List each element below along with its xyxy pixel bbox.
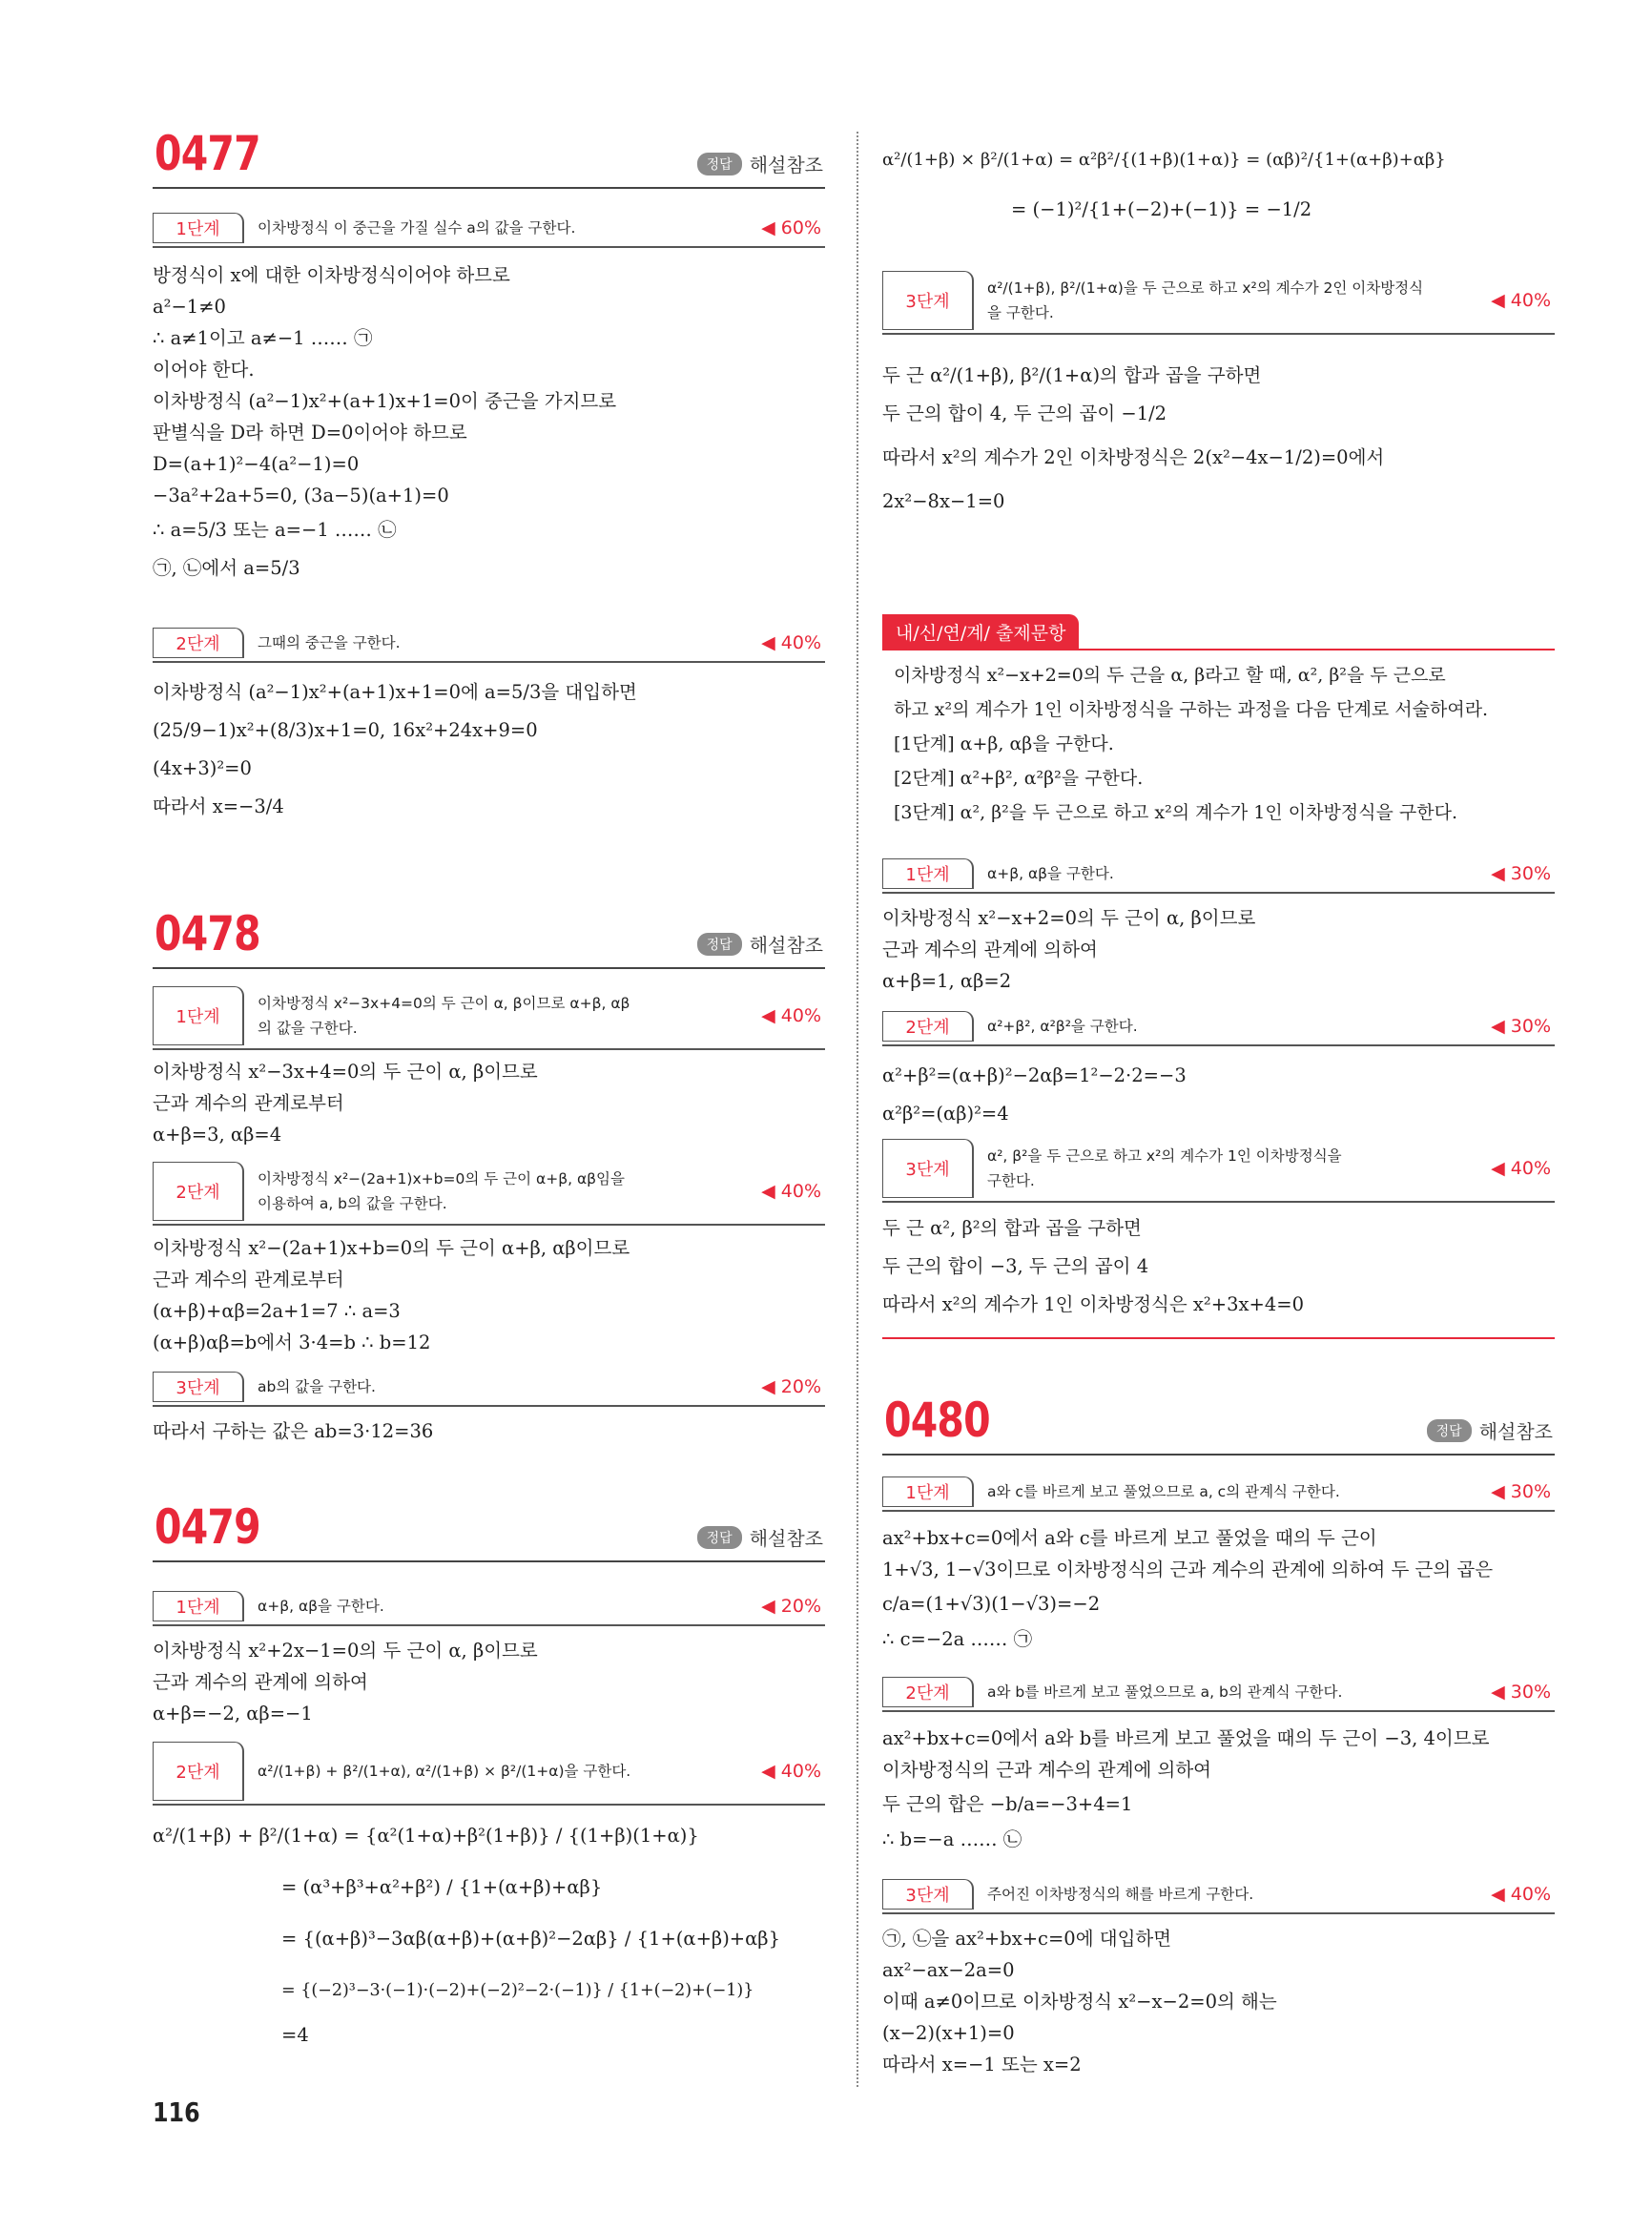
solution-line: (4x+3)²=0 — [153, 757, 252, 779]
solution-line: = (α³+β³+α²+β²) / {1+(α+β)+αβ} — [281, 1876, 603, 1898]
step-header — [882, 271, 1555, 335]
solution-line: ∴ c=−2a …… ㉠ — [882, 1628, 1033, 1650]
problem-header — [153, 1499, 825, 1562]
step-header — [882, 1011, 1555, 1046]
step-text-line: α²/(1+β), β²/(1+α)을 두 근으로 하고 x²의 계수가 2인 이차방정식 — [987, 279, 1424, 297]
step-percent: ◀ 40% — [1491, 290, 1551, 311]
step-percent: ◀ 40% — [761, 1761, 821, 1782]
solution-line: 이때 a≠0이므로 이차방정식 x²−x−2=0의 해는 — [882, 1991, 1277, 2013]
step-text: α²/(1+β) + β²/(1+α), α²/(1+β) × β²/(1+α)을 구한다. — [258, 1763, 631, 1780]
step-tag: 2단계 — [153, 628, 244, 658]
answer-label — [697, 1523, 823, 1551]
solution-line: =4 — [281, 2024, 309, 2046]
problem-0477 — [153, 126, 825, 189]
step-percent: ◀ 40% — [761, 632, 821, 653]
solution-line: 이차방정식 x²−(2a+1)x+b=0의 두 근이 α+β, αβ이므로 — [153, 1237, 630, 1259]
solution-line: 1+√3, 1−√3이므로 이차방정식의 근과 계수의 관계에 의하여 두 근의 곱은 — [882, 1559, 1494, 1580]
step-percent: ◀ 30% — [1491, 1682, 1551, 1703]
solution-line: 이차방정식 x²+2x−1=0의 두 근이 α, β이므로 — [153, 1640, 538, 1662]
answer-badge: 정답 — [697, 1526, 742, 1549]
step-percent: ◀ 30% — [1491, 1481, 1551, 1502]
solution-line: D=(a+1)²−4(a²−1)=0 — [153, 453, 360, 475]
step-tag: 3단계 — [153, 1372, 244, 1402]
solution-line: 따라서 x=−3/4 — [153, 795, 284, 817]
step-tag: 2단계 — [153, 1742, 244, 1801]
step-1 — [882, 858, 1555, 894]
solution-line: 판별식을 D라 하면 D=0이어야 하므로 — [153, 422, 467, 444]
solution-text — [153, 673, 825, 826]
step-text-line: 을 구한다. — [987, 304, 1054, 321]
step-tag: 1단계 — [882, 1476, 974, 1507]
question-line: [3단계] α², β²을 두 근으로 하고 x²의 계수가 1인 이차방정식을 구한다. — [894, 802, 1458, 823]
solution-text — [153, 1232, 825, 1358]
problem-0478 — [153, 906, 825, 969]
solution-line: 따라서 x=−1 또는 x=2 — [882, 2054, 1082, 2075]
solution-line: 따라서 x²의 계수가 1인 이차방정식은 x²+3x+4=0 — [882, 1286, 1555, 1339]
step-percent: ◀ 30% — [1491, 863, 1551, 884]
question-line: 하고 x²의 계수가 1인 이차방정식을 구하는 과정을 다음 단계로 서술하여라. — [894, 699, 1489, 720]
step-header — [153, 1372, 825, 1407]
solution-line: ㉠, ㉡을 ax²+bx+c=0에 대입하면 — [882, 1928, 1172, 1950]
step-1 — [153, 213, 825, 248]
solution-line: α²β²=(αβ)²=4 — [882, 1103, 1009, 1125]
step-3 — [882, 1139, 1555, 1203]
solution-line: −3a²+2a+5=0, (3a−5)(a+1)=0 — [153, 485, 449, 506]
step-text: α²+β², α²β²을 구한다. — [987, 1018, 1138, 1035]
step-text-line: 이차방정식 x²−3x+4=0의 두 근이 α, β이므로 α+β, αβ — [258, 995, 630, 1012]
solution-text — [882, 902, 1555, 997]
step-1 — [882, 1476, 1555, 1512]
solution-line: (α+β)+αβ=2a+1=7 ∴ a=3 — [153, 1300, 401, 1322]
solution-line: (x−2)(x+1)=0 — [882, 2022, 1015, 2044]
solution-line: a²−1≠0 — [153, 296, 226, 318]
solution-text — [882, 1522, 1555, 1655]
step-tag: 1단계 — [153, 986, 244, 1045]
step-text: 이차방정식 이 중근을 가질 실수 a의 값을 구한다. — [258, 219, 576, 237]
step-tag: 3단계 — [882, 1139, 974, 1198]
step-2 — [882, 1011, 1555, 1046]
solution-line: 2x²−8x−1=0 — [882, 490, 1005, 512]
step-header — [882, 1476, 1555, 1512]
solution-line: α²+β²=(α+β)²−2αβ=1²−2·2=−3 — [882, 1064, 1187, 1086]
answer-text: 해설참조 — [749, 1527, 823, 1550]
step-percent: ◀ 20% — [761, 1596, 821, 1617]
step-1 — [153, 1591, 825, 1626]
step-header — [882, 1139, 1555, 1203]
solution-line: (α+β)αβ=b에서 3·4=b ∴ b=12 — [153, 1332, 431, 1353]
solution-line: = {(α+β)³−3αβ(α+β)+(α+β)²−2αβ} / {1+(α+β)+αβ} — [281, 1928, 780, 1950]
step-text — [974, 276, 1446, 325]
solution-line: ∴ a=5/3 또는 a=−1 …… ㉡ — [153, 519, 397, 541]
callout-tab: 내/신/연/계/ 출제문항 — [882, 614, 1079, 649]
solution-text — [153, 259, 825, 588]
solution-text — [153, 1810, 825, 2054]
step-header — [882, 1677, 1555, 1712]
solution-line: 두 근의 합이 −3, 두 근의 곱이 4 — [882, 1255, 1149, 1277]
problem-number: 0480 — [884, 1393, 990, 1448]
solution-line: 근과 계수의 관계로부터 — [153, 1092, 344, 1114]
question-line: [1단계] α+β, αβ을 구한다. — [894, 733, 1114, 754]
step-2 — [153, 1162, 825, 1226]
problem-0479 — [153, 1499, 825, 1562]
answer-text: 해설참조 — [749, 154, 823, 176]
step-text: 주어진 이차방정식의 해를 바르게 구한다. — [987, 1886, 1254, 1903]
step-percent: ◀ 40% — [761, 1005, 821, 1026]
solution-line: 따라서 구하는 값은 ab=3·12=36 — [153, 1420, 434, 1442]
solution-text — [882, 1923, 1555, 2080]
step-1 — [153, 986, 825, 1050]
answer-text: 해설참조 — [749, 934, 823, 957]
solution-line: ax²+bx+c=0에서 a와 b를 바르게 보고 풀었을 때의 두 근이 −3, 4이므로 — [882, 1727, 1490, 1749]
step-tag: 1단계 — [153, 213, 244, 243]
solution-text — [882, 135, 1555, 235]
step-tag: 1단계 — [153, 1591, 244, 1621]
solution-line: 이차방정식 x²−3x+4=0의 두 근이 α, β이므로 — [153, 1061, 538, 1083]
solution-line: 따라서 x²의 계수가 2인 이차방정식은 2(x²−4x−1/2)=0에서 — [882, 446, 1385, 468]
exam-link-section — [882, 614, 1555, 836]
step-percent: ◀ 30% — [1491, 1016, 1551, 1037]
solution-text — [882, 357, 1555, 521]
step-header — [153, 986, 825, 1050]
solution-text — [882, 1209, 1555, 1339]
step-tag: 3단계 — [882, 271, 974, 330]
solution-line: ㉠, ㉡에서 a=5/3 — [153, 557, 300, 579]
step-text: ab의 값을 구한다. — [258, 1378, 376, 1395]
step-header — [153, 1162, 825, 1226]
solution-text — [153, 1056, 825, 1150]
solution-line: 두 근 α², β²의 합과 곱을 구하면 — [882, 1217, 1142, 1239]
solution-text — [882, 1057, 1555, 1133]
step-text — [244, 991, 716, 1041]
step-percent: ◀ 40% — [761, 1181, 821, 1202]
solution-line: α+β=1, αβ=2 — [882, 970, 1012, 992]
solution-line: 이차방정식 (a²−1)x²+(a+1)x+1=0에 a=5/3을 대입하면 — [153, 681, 637, 703]
answer-label — [1427, 1416, 1553, 1444]
solution-line: ∴ b=−a …… ㉡ — [882, 1828, 1022, 1850]
step-text-line: 이차방정식 x²−(2a+1)x+b=0의 두 근이 α+β, αβ임을 — [258, 1170, 625, 1187]
solution-text — [153, 1415, 825, 1447]
question-line: [2단계] α²+β², α²β²을 구한다. — [894, 768, 1144, 789]
answer-label — [697, 150, 823, 177]
step-2 — [882, 1677, 1555, 1712]
solution-line: 근과 계수의 관계에 의하여 — [153, 1671, 368, 1693]
solution-line: α²/(1+β) + β²/(1+α) = {α²(1+α)+β²(1+β)} / {(1+β)(1+α)} — [153, 1825, 699, 1847]
exam-question — [882, 650, 1555, 836]
solution-line: 근과 계수의 관계에 의하여 — [882, 939, 1098, 960]
problem-number: 0478 — [155, 906, 260, 961]
solution-line: ax²−ax−2a=0 — [882, 1959, 1015, 1981]
solution-line: ∴ a≠1이고 a≠−1 …… ㉠ — [153, 327, 373, 349]
solution-line: 두 근의 합이 4, 두 근의 곱이 −1/2 — [882, 403, 1167, 424]
solution-line: 방정식이 x에 대한 이차방정식이어야 하므로 — [153, 264, 510, 286]
solution-line: ax²+bx+c=0에서 a와 c를 바르게 보고 풀었을 때의 두 근이 — [882, 1527, 1377, 1549]
solution-line: c/a=(1+√3)(1−√3)=−2 — [882, 1593, 1101, 1615]
solution-line: 두 근의 합은 −b/a=−3+4=1 — [882, 1793, 1133, 1815]
step-header — [882, 1879, 1555, 1914]
step-text — [244, 1167, 716, 1216]
problem-number: 0479 — [155, 1499, 260, 1555]
page-number: 116 — [153, 2096, 200, 2128]
step-3 — [882, 271, 1555, 335]
callout-header — [882, 614, 1555, 650]
solution-line: 이차방정식 (a²−1)x²+(a+1)x+1=0이 중근을 가지므로 — [153, 390, 617, 412]
problem-header — [153, 126, 825, 189]
column-divider — [857, 132, 858, 2087]
solution-line: 이어야 한다. — [153, 359, 255, 381]
step-tag: 3단계 — [882, 1879, 974, 1910]
solution-text — [882, 1723, 1555, 1855]
answer-badge: 정답 — [1427, 1419, 1472, 1442]
step-tag: 2단계 — [882, 1011, 974, 1042]
step-text-line: 의 값을 구한다. — [258, 1020, 358, 1037]
step-3 — [153, 1372, 825, 1407]
answer-badge: 정답 — [697, 153, 742, 176]
step-percent: ◀ 40% — [1491, 1158, 1551, 1179]
question-line: 이차방정식 x²−x+2=0의 두 근을 α, β라고 할 때, α², β²을 두 근으로 — [894, 665, 1446, 686]
answer-label — [697, 930, 823, 958]
step-2 — [153, 628, 825, 663]
step-percent: ◀ 20% — [761, 1376, 821, 1397]
solution-line: 근과 계수의 관계로부터 — [153, 1269, 344, 1291]
step-tag: 1단계 — [882, 858, 974, 889]
step-header — [153, 1742, 825, 1806]
step-tag: 2단계 — [882, 1677, 974, 1707]
problem-header — [153, 906, 825, 969]
solution-line: (25/9−1)x²+(8/3)x+1=0, 16x²+24x+9=0 — [153, 719, 538, 741]
step-header — [153, 213, 825, 248]
step-text-line: 구한다. — [987, 1172, 1035, 1189]
solution-line: α²/(1+β) × β²/(1+α) = α²β²/{(1+β)(1+α)} = (αβ)²/{1+(α+β)+αβ} — [882, 150, 1446, 170]
step-header — [153, 628, 825, 663]
solution-line: α+β=−2, αβ=−1 — [153, 1703, 313, 1724]
step-2 — [153, 1742, 825, 1806]
problem-header — [882, 1393, 1555, 1456]
solution-line: = {(−2)³−3·(−1)·(−2)+(−2)²−2·(−1)} / {1+(−2)+(−1)} — [281, 1981, 754, 2000]
step-text — [974, 1144, 1446, 1193]
step-text: α+β, αβ을 구한다. — [987, 865, 1114, 882]
solution-line: 이차방정식의 근과 계수의 관계에 의하여 — [882, 1759, 1212, 1781]
step-text: α+β, αβ을 구한다. — [258, 1598, 384, 1615]
solution-line: α+β=3, αβ=4 — [153, 1124, 282, 1146]
solution-line: 두 근 α²/(1+β), β²/(1+α)의 합과 곱을 구하면 — [882, 364, 1262, 386]
step-text-line: α², β²을 두 근으로 하고 x²의 계수가 1인 이차방정식을 — [987, 1147, 1342, 1165]
step-percent: ◀ 40% — [1491, 1884, 1551, 1905]
step-percent: ◀ 60% — [761, 217, 821, 238]
answer-badge: 정답 — [697, 933, 742, 956]
step-3 — [882, 1879, 1555, 1914]
step-header — [882, 858, 1555, 894]
step-tag: 2단계 — [153, 1162, 244, 1221]
answer-text: 해설참조 — [1478, 1420, 1553, 1443]
problem-number: 0477 — [155, 126, 260, 181]
step-text: a와 b를 바르게 보고 풀었으므로 a, b의 관계식 구한다. — [987, 1683, 1343, 1701]
solution-line: = (−1)²/{1+(−2)+(−1)} = −1/2 — [1011, 198, 1312, 220]
solution-text — [153, 1635, 825, 1729]
step-text-line: 이용하여 a, b의 값을 구한다. — [258, 1195, 447, 1212]
step-text: 그때의 중근을 구한다. — [258, 634, 401, 651]
step-header — [153, 1591, 825, 1626]
solution-line: 이차방정식 x²−x+2=0의 두 근이 α, β이므로 — [882, 907, 1256, 929]
step-text: a와 c를 바르게 보고 풀었으므로 a, c의 관계식 구한다. — [987, 1483, 1340, 1500]
problem-0480 — [882, 1393, 1555, 1456]
